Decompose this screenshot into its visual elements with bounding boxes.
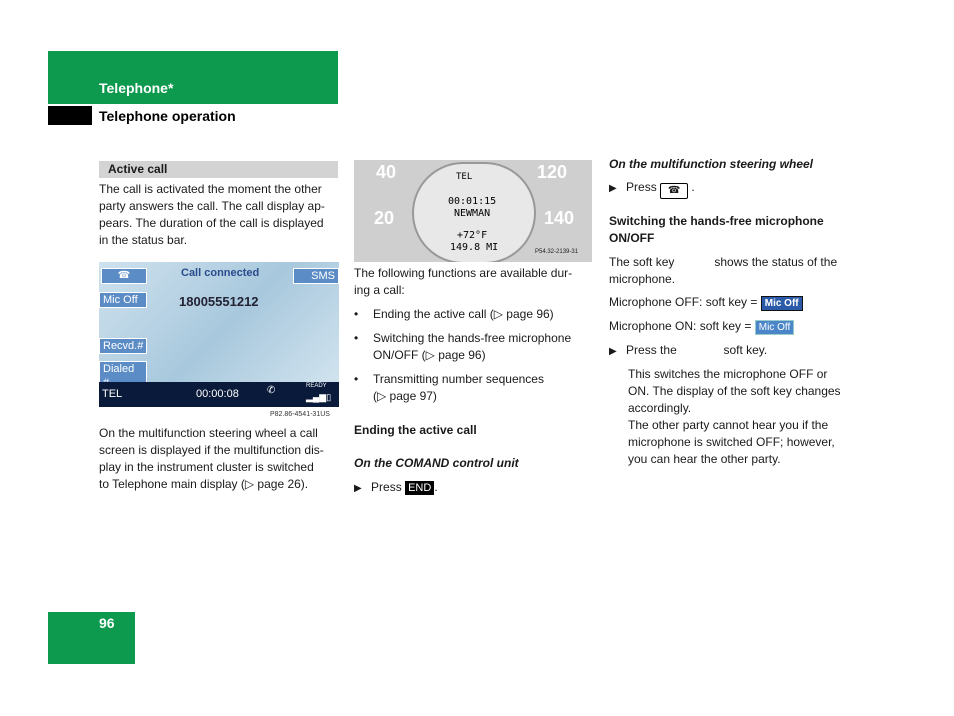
- text-line: ON/OFF (▷ page 96): [373, 348, 486, 362]
- lcd-caller: NEWMAN: [454, 208, 491, 219]
- phone-number: 18005551212: [179, 294, 259, 309]
- section-title: Telephone operation: [99, 108, 236, 124]
- text-line: screen is displayed if the multifunction dis-: [99, 443, 324, 457]
- text-line: Transmitting number sequences: [373, 372, 544, 386]
- press-label: Press: [371, 480, 402, 494]
- lcd-odometer: 149.8 MI: [450, 242, 499, 253]
- text-span: Press the: [626, 343, 677, 357]
- text-line: in the status bar.: [99, 233, 188, 247]
- chapter-title: Telephone*: [99, 80, 174, 96]
- text-line: (▷ page 97): [373, 389, 437, 403]
- sms-softkey: SMS: [293, 268, 339, 284]
- mic-off-softkey: Mic Off: [99, 292, 147, 308]
- active-call-heading: Active call: [108, 162, 168, 176]
- status-tel: TEL: [102, 388, 123, 400]
- lcd-duration: 00:01:15: [448, 196, 497, 207]
- page-number-box: [48, 612, 135, 664]
- text-line: pears. The duration of the call is displayed: [99, 216, 324, 230]
- text-span: Microphone ON: soft key =: [609, 319, 752, 333]
- arrow-right-icon: ▶: [609, 346, 617, 357]
- image-caption: P54.32-2139-31: [535, 249, 579, 255]
- press-softkey-instruction: [609, 342, 767, 360]
- list-item: [354, 371, 599, 405]
- text-line: The following functions are available dur-: [354, 266, 573, 280]
- text-line: play in the instrument cluster is switched: [99, 460, 314, 474]
- active-call-paragraph: [99, 181, 344, 249]
- dialed-calls-softkey: Dialed: [99, 361, 147, 391]
- end-key: END: [405, 481, 434, 495]
- call-screen-image: [99, 262, 339, 407]
- text-line: party answers the call. The call display ap-: [99, 199, 325, 213]
- text-span: shows the status of the: [714, 255, 838, 269]
- arrow-right-icon: ▶: [354, 483, 362, 494]
- press-label: Press: [626, 180, 657, 194]
- text-line: Switching the hands-free microphone: [373, 331, 572, 345]
- mic-off-line: [609, 294, 803, 311]
- lcd-temperature: +72°F: [457, 230, 488, 241]
- text-line: ON. The display of the soft key changes: [628, 384, 841, 398]
- list-item: [354, 306, 599, 323]
- text-span: Microphone OFF: soft key =: [609, 295, 758, 309]
- text-line: This switches the microphone OFF or: [628, 367, 828, 381]
- text-line: to Telephone main display (▷ page 26).: [99, 477, 309, 491]
- lcd-tel: TEL: [456, 172, 473, 182]
- text-span: soft key.: [723, 343, 768, 357]
- bullet-icon: •: [354, 331, 359, 345]
- text-line: On the multifunction steering wheel a call: [99, 426, 318, 440]
- hang-up-key-icon: ☎: [660, 183, 688, 199]
- text-line: accordingly.: [628, 401, 692, 415]
- text-line: Ending the active call (▷ page 96): [373, 307, 554, 321]
- phone-book-icon: ☎: [101, 268, 147, 284]
- bullet-icon: •: [354, 372, 359, 386]
- mf-steering-heading: On the multifunction steering wheel: [609, 157, 814, 171]
- call-status-label: Call connected: [181, 267, 260, 279]
- mic-off-key-dark: Mic Off: [761, 296, 803, 311]
- press-end-instruction: ▶ Press END .: [354, 480, 438, 494]
- arrow-right-icon: ▶: [609, 183, 617, 194]
- instrument-cluster-image: [354, 160, 592, 262]
- text-line: The call is activated the moment the other: [99, 182, 322, 196]
- image-caption: P82.86-4541-31US: [270, 411, 330, 418]
- gauge-number: 140: [544, 208, 575, 228]
- text-line: you can hear the other party.: [628, 452, 781, 466]
- comand-heading: On the COMAND control unit: [354, 456, 519, 470]
- functions-intro: [354, 265, 599, 299]
- press-hangup-instruction: ▶ Press ☎ .: [609, 179, 695, 199]
- text-line: The other party cannot hear you if the: [628, 418, 829, 432]
- signal-strength-icon: ▂▄▆▯: [306, 392, 332, 402]
- text-line: Switching the hands-free microphone: [609, 214, 824, 228]
- call-screen-paragraph: [99, 425, 344, 493]
- status-ready: READY: [306, 383, 327, 389]
- page-number: 96: [99, 615, 115, 631]
- ending-call-heading: Ending the active call: [354, 423, 477, 437]
- softkey-description: [609, 254, 854, 288]
- functions-list: [354, 306, 599, 405]
- text-line: microphone.: [609, 272, 676, 286]
- status-bar: [99, 382, 339, 407]
- text-line: ON/OFF: [609, 231, 655, 245]
- received-calls-softkey: Recvd.#: [99, 338, 147, 354]
- gauge-number: 20: [374, 208, 395, 228]
- mic-off-key-light: Mic Off: [755, 320, 794, 335]
- gauge-number: 120: [537, 162, 568, 182]
- status-call-duration: 00:00:08: [196, 388, 239, 400]
- active-call-heading-bar: [99, 161, 338, 178]
- header-green-bar: [48, 51, 338, 104]
- header-black-marker: [48, 106, 92, 125]
- text-line: microphone is switched OFF; however,: [628, 435, 835, 449]
- text-span: The soft key: [609, 255, 675, 269]
- switch-mic-heading: [609, 213, 854, 247]
- switch-result-paragraph: [628, 366, 858, 468]
- mic-on-line: [609, 318, 794, 335]
- text-line: [609, 254, 854, 271]
- gauge-number: 40: [376, 162, 397, 182]
- list-item: [354, 330, 599, 364]
- bullet-icon: •: [354, 307, 359, 321]
- handset-icon: ✆: [267, 385, 276, 396]
- text-line: ing a call:: [354, 283, 405, 297]
